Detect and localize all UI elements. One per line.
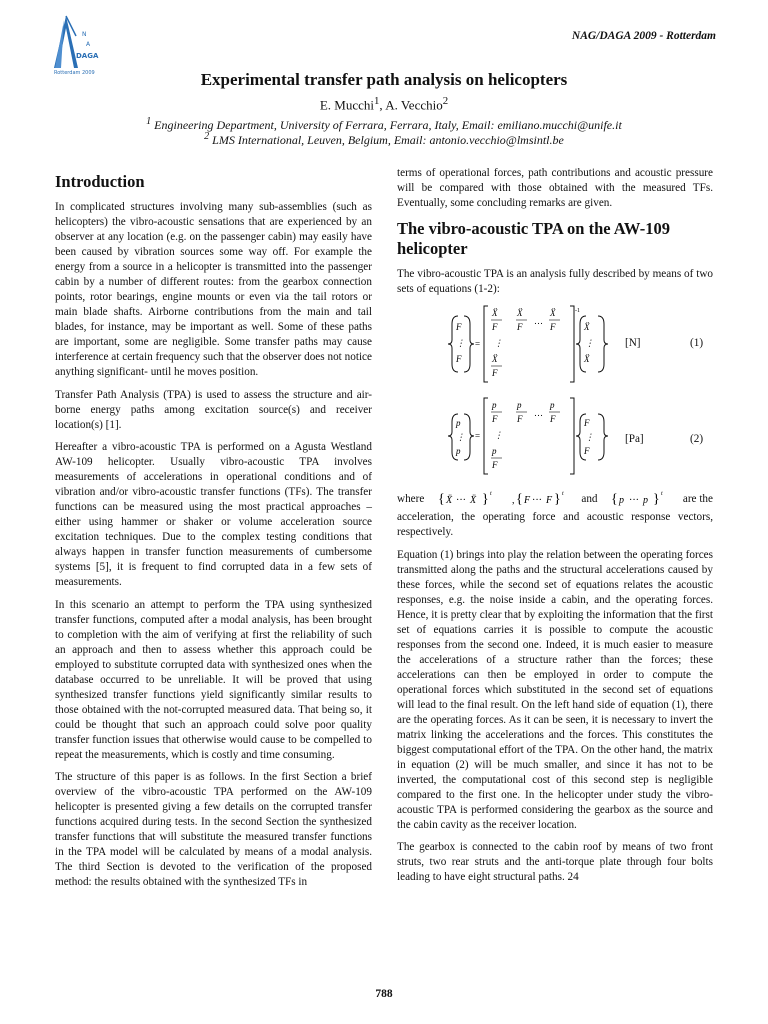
svg-text:p: p xyxy=(456,418,461,428)
conference-logo xyxy=(52,14,128,78)
authors xyxy=(0,95,768,113)
svg-text:⋮: ⋮ xyxy=(585,432,594,442)
svg-text:…: … xyxy=(534,408,543,418)
equation-2-math xyxy=(442,396,622,478)
svg-text:p: p xyxy=(517,400,522,410)
page-number: 788 xyxy=(375,988,393,1000)
svg-text:{: { xyxy=(611,492,618,507)
svg-text:F: F xyxy=(550,322,556,332)
svg-text:⋮: ⋮ xyxy=(494,338,503,348)
svg-text:F: F xyxy=(492,460,498,470)
svg-text:Ẍ: Ẍ xyxy=(492,308,498,318)
svg-text:p: p xyxy=(456,446,461,456)
svg-text:F: F xyxy=(456,322,462,332)
logo-city: Rotterdam 2009 xyxy=(54,70,95,76)
pressure-vector-symbol xyxy=(611,488,669,510)
svg-text:p: p xyxy=(619,495,625,506)
intro-paragraph-4: In this scenario an attempt to perform the TPA using synthesized transfer functions, computed after a modal analysis, has been brought to completion with the aim of verifying at first the reliability of such an approach and then to assess whether this approach could be employed to substitute corrupted data with synthesized ones when the database occurred to be unreliable. It will be proved that using synthesized transfer functions yield significantly similar results to those obtained with the not-corrupted measured data. That being so, it could be thought that such an approach could solve poor quality transfer function issues that otherwise would cause to be compelled to repeat the measurements, which is costly and time consuming. xyxy=(55,598,372,761)
svg-text:Ẍ: Ẍ xyxy=(446,495,453,506)
section-heading-tpa: The vibro-acoustic TPA on the AW-109 helicopter xyxy=(397,218,671,258)
svg-text:Ẍ: Ẍ xyxy=(470,495,477,506)
right-column xyxy=(397,166,713,893)
svg-text:…: … xyxy=(534,316,543,326)
svg-text:⋮: ⋮ xyxy=(456,338,465,348)
logo-daga: DAGA xyxy=(76,52,99,60)
svg-text:⋮: ⋮ xyxy=(456,432,465,442)
svg-text:}: } xyxy=(553,492,561,507)
svg-text:-1: -1 xyxy=(575,308,580,314)
logo-letter-a: A xyxy=(86,41,91,48)
svg-text:p: p xyxy=(550,400,555,410)
svg-text:t: t xyxy=(661,491,663,497)
equation-1-unit: [N] xyxy=(625,337,641,349)
svg-text:Ẍ: Ẍ xyxy=(550,308,556,318)
svg-text:F: F xyxy=(550,414,556,424)
svg-text:{: { xyxy=(515,492,523,507)
are-the-words: are the xyxy=(682,492,713,505)
svg-text:⋮: ⋮ xyxy=(585,338,594,348)
svg-text:}: } xyxy=(653,492,660,507)
equation-2-unit: [Pa] xyxy=(625,433,644,445)
svg-text:{: { xyxy=(438,492,445,507)
left-column xyxy=(55,166,372,898)
tpa-paragraph-1: The vibro-acoustic TPA is an analysis fully described by means of two sets of equations (1-2): xyxy=(397,267,713,295)
intro-paragraph-5: The structure of this paper is as follows. In the first Section a brief overview of the vibro-acoustic TPA performed on the AW-109 helicopter is presented giving a few details on the corrupted transfer functions acquired during tests. In the second Section the synthesized transfer functions that will substitute the measured transfer functions in the TPA model will be calculated by means of a modal analysis. The third Section is devoted to the verification of the proposed method: the results obtained with the synthesized TFs in xyxy=(55,771,372,888)
tpa-paragraph-3: The gearbox is connected to the cabin roof by means of two front struts, two rear struts and the anti-torque plate through four bolts leading to have eight structural paths. 24 xyxy=(397,841,713,883)
tpa-paragraph-2: Equation (1) brings into play the relation between the operating forces transmitted along the paths and the structural accelerations caused by these forces, while the second set of equations relates the acoustic responses, e.g. the noise inside a cabin, and the operating forces. Hence, it is pretty clear that by exploiting the information that the first set of equations carries it is possible to compute the acoustic responses from the second one. Indeed, it is much easier to measure the accelerations of a structure rather than the forces; these accelerations can then be employed in order to compute the operational forces which substituted in the second set of equations will lead to the final result. On the left hand side of equation (1), there are the operating forces. As it can be seen, it is necessary to invert the matrix linking the accelerations and the forces. This constitutes the biggest computational effort of the TPA. On the other hand, the matrix in equation (2) will be much smaller, and since it has not to be inverted, the computational cost of this second step is negligible compared to the first one. In the helicopter under study the vibro-acoustic TPA is performed considering the gearbox as the source and the cabin cavity as the receiver location. xyxy=(397,548,713,831)
svg-text:F: F xyxy=(492,322,498,332)
svg-text:F: F xyxy=(584,446,590,456)
svg-text:···: ··· xyxy=(531,495,542,506)
svg-text:=: = xyxy=(475,431,481,441)
equation-1-number: (1) xyxy=(690,337,704,349)
equation-1-math xyxy=(442,304,622,386)
svg-text:t: t xyxy=(561,491,564,497)
svg-text:F: F xyxy=(545,495,552,506)
logo-graphic xyxy=(52,14,128,78)
svg-text:p: p xyxy=(492,400,497,410)
author-1-sup: 1 xyxy=(374,95,380,107)
continued-paragraph: terms of operational forces, path contributions and acoustic pressure will be compared with those obtained with the measured TFs. Eventually, some concluding remarks are given. xyxy=(397,167,713,209)
where-word: where xyxy=(397,492,425,505)
svg-text:Ẍ: Ẍ xyxy=(517,308,523,318)
equation-2-number: (2) xyxy=(690,433,704,445)
acceleration-vector-symbol xyxy=(438,488,498,510)
svg-text:···: ··· xyxy=(456,495,467,506)
svg-text:F: F xyxy=(492,368,498,378)
where-continuation: acceleration, the operating force and acoustic response vectors, respectively. xyxy=(397,511,713,538)
svg-text:F: F xyxy=(517,414,523,424)
affiliation-1-text: Engineering Department, University of Ferrara, Ferrara, Italy, Email: emiliano.mucchi@unife.it xyxy=(151,118,622,132)
svg-text:Ẍ: Ẍ xyxy=(584,354,590,364)
affiliation-1-num: 1 xyxy=(146,116,152,127)
author-2-sup: 2 xyxy=(442,95,449,107)
svg-text:Ẍ: Ẍ xyxy=(584,322,590,332)
svg-text:,: , xyxy=(511,495,515,506)
svg-text:Ẍ: Ẍ xyxy=(492,354,498,364)
svg-text:···: ··· xyxy=(629,495,640,506)
equation-2 xyxy=(397,396,713,478)
svg-text:}: } xyxy=(482,492,489,507)
svg-text:F: F xyxy=(456,354,462,364)
equation-1 xyxy=(397,304,713,386)
logo-letter-n: N xyxy=(82,31,87,38)
paper-title: Experimental transfer path analysis on helicopters xyxy=(200,70,568,89)
svg-text:⋮: ⋮ xyxy=(494,430,503,440)
intro-paragraph-1: In complicated structures involving many sub-assemblies (such as helicopters) the vibro-acoustic sensations that are experienced by an observer at any location (e.g. on the passenger cabin) may easily have been caused by vibration sources some way off. For example the energy from a source in a helicopter is transmitted into the passenger cabin by a number of different routes: from the gearbox connection points, rotor bearings, engine mounts or even via the tail rotors or main blade shafts. Airborne contributions from the main and tail blades, for instance, may be important as well. Some of these paths are important, some are negligible. Some transfer paths may cause interference at certain frequency such that the observer does not notice anything significant- until he moves position. xyxy=(55,201,372,378)
conference-name: NAG/DAGA 2009 - Rotterdam xyxy=(571,30,716,42)
svg-text:F: F xyxy=(517,322,523,332)
svg-text:t: t xyxy=(490,491,492,497)
svg-text:p: p xyxy=(492,446,497,456)
svg-text:F: F xyxy=(584,418,590,428)
author-2: , A. Vecchio xyxy=(379,97,443,113)
svg-text:F: F xyxy=(523,495,530,506)
affiliation-2-text: LMS International, Leuven, Belgium, Email: antonio.vecchio@lmsintl.be xyxy=(209,133,564,147)
svg-text:p: p xyxy=(643,495,649,506)
intro-paragraph-2: Transfer Path Analysis (TPA) is used to assess the structure and air-borne energy paths among excitation source(s) and receiver location(s) [1]. xyxy=(55,388,372,431)
where-line xyxy=(397,488,713,510)
affiliation-2 xyxy=(0,131,768,148)
force-vector-symbol xyxy=(512,488,568,510)
section-heading-introduction: Introduction xyxy=(55,172,145,191)
affiliation-2-num: 2 xyxy=(204,131,210,142)
svg-text:=: = xyxy=(475,339,481,349)
author-1: E. Mucchi xyxy=(319,97,374,113)
svg-text:F: F xyxy=(492,414,498,424)
intro-paragraph-3: Hereafter a vibro-acoustic TPA is performed on a Agusta Westland AW-109 helicopter. Usually vibro-acoustic TPA involves measurements of accelerations in operational conditions and of vibration and/or vibro-acoustic transfer functions (TFs). The transfer functions can be measured using the most practical approaches – either using hammer or shaker or volume acceleration source excitation techniques. Due to the complex testing conditions that always happen in transfer function measurements of cumbersome systems [5], it is frequent to find corrupted data in a few sets of measurements. xyxy=(55,441,372,588)
and-word: and xyxy=(581,492,598,505)
